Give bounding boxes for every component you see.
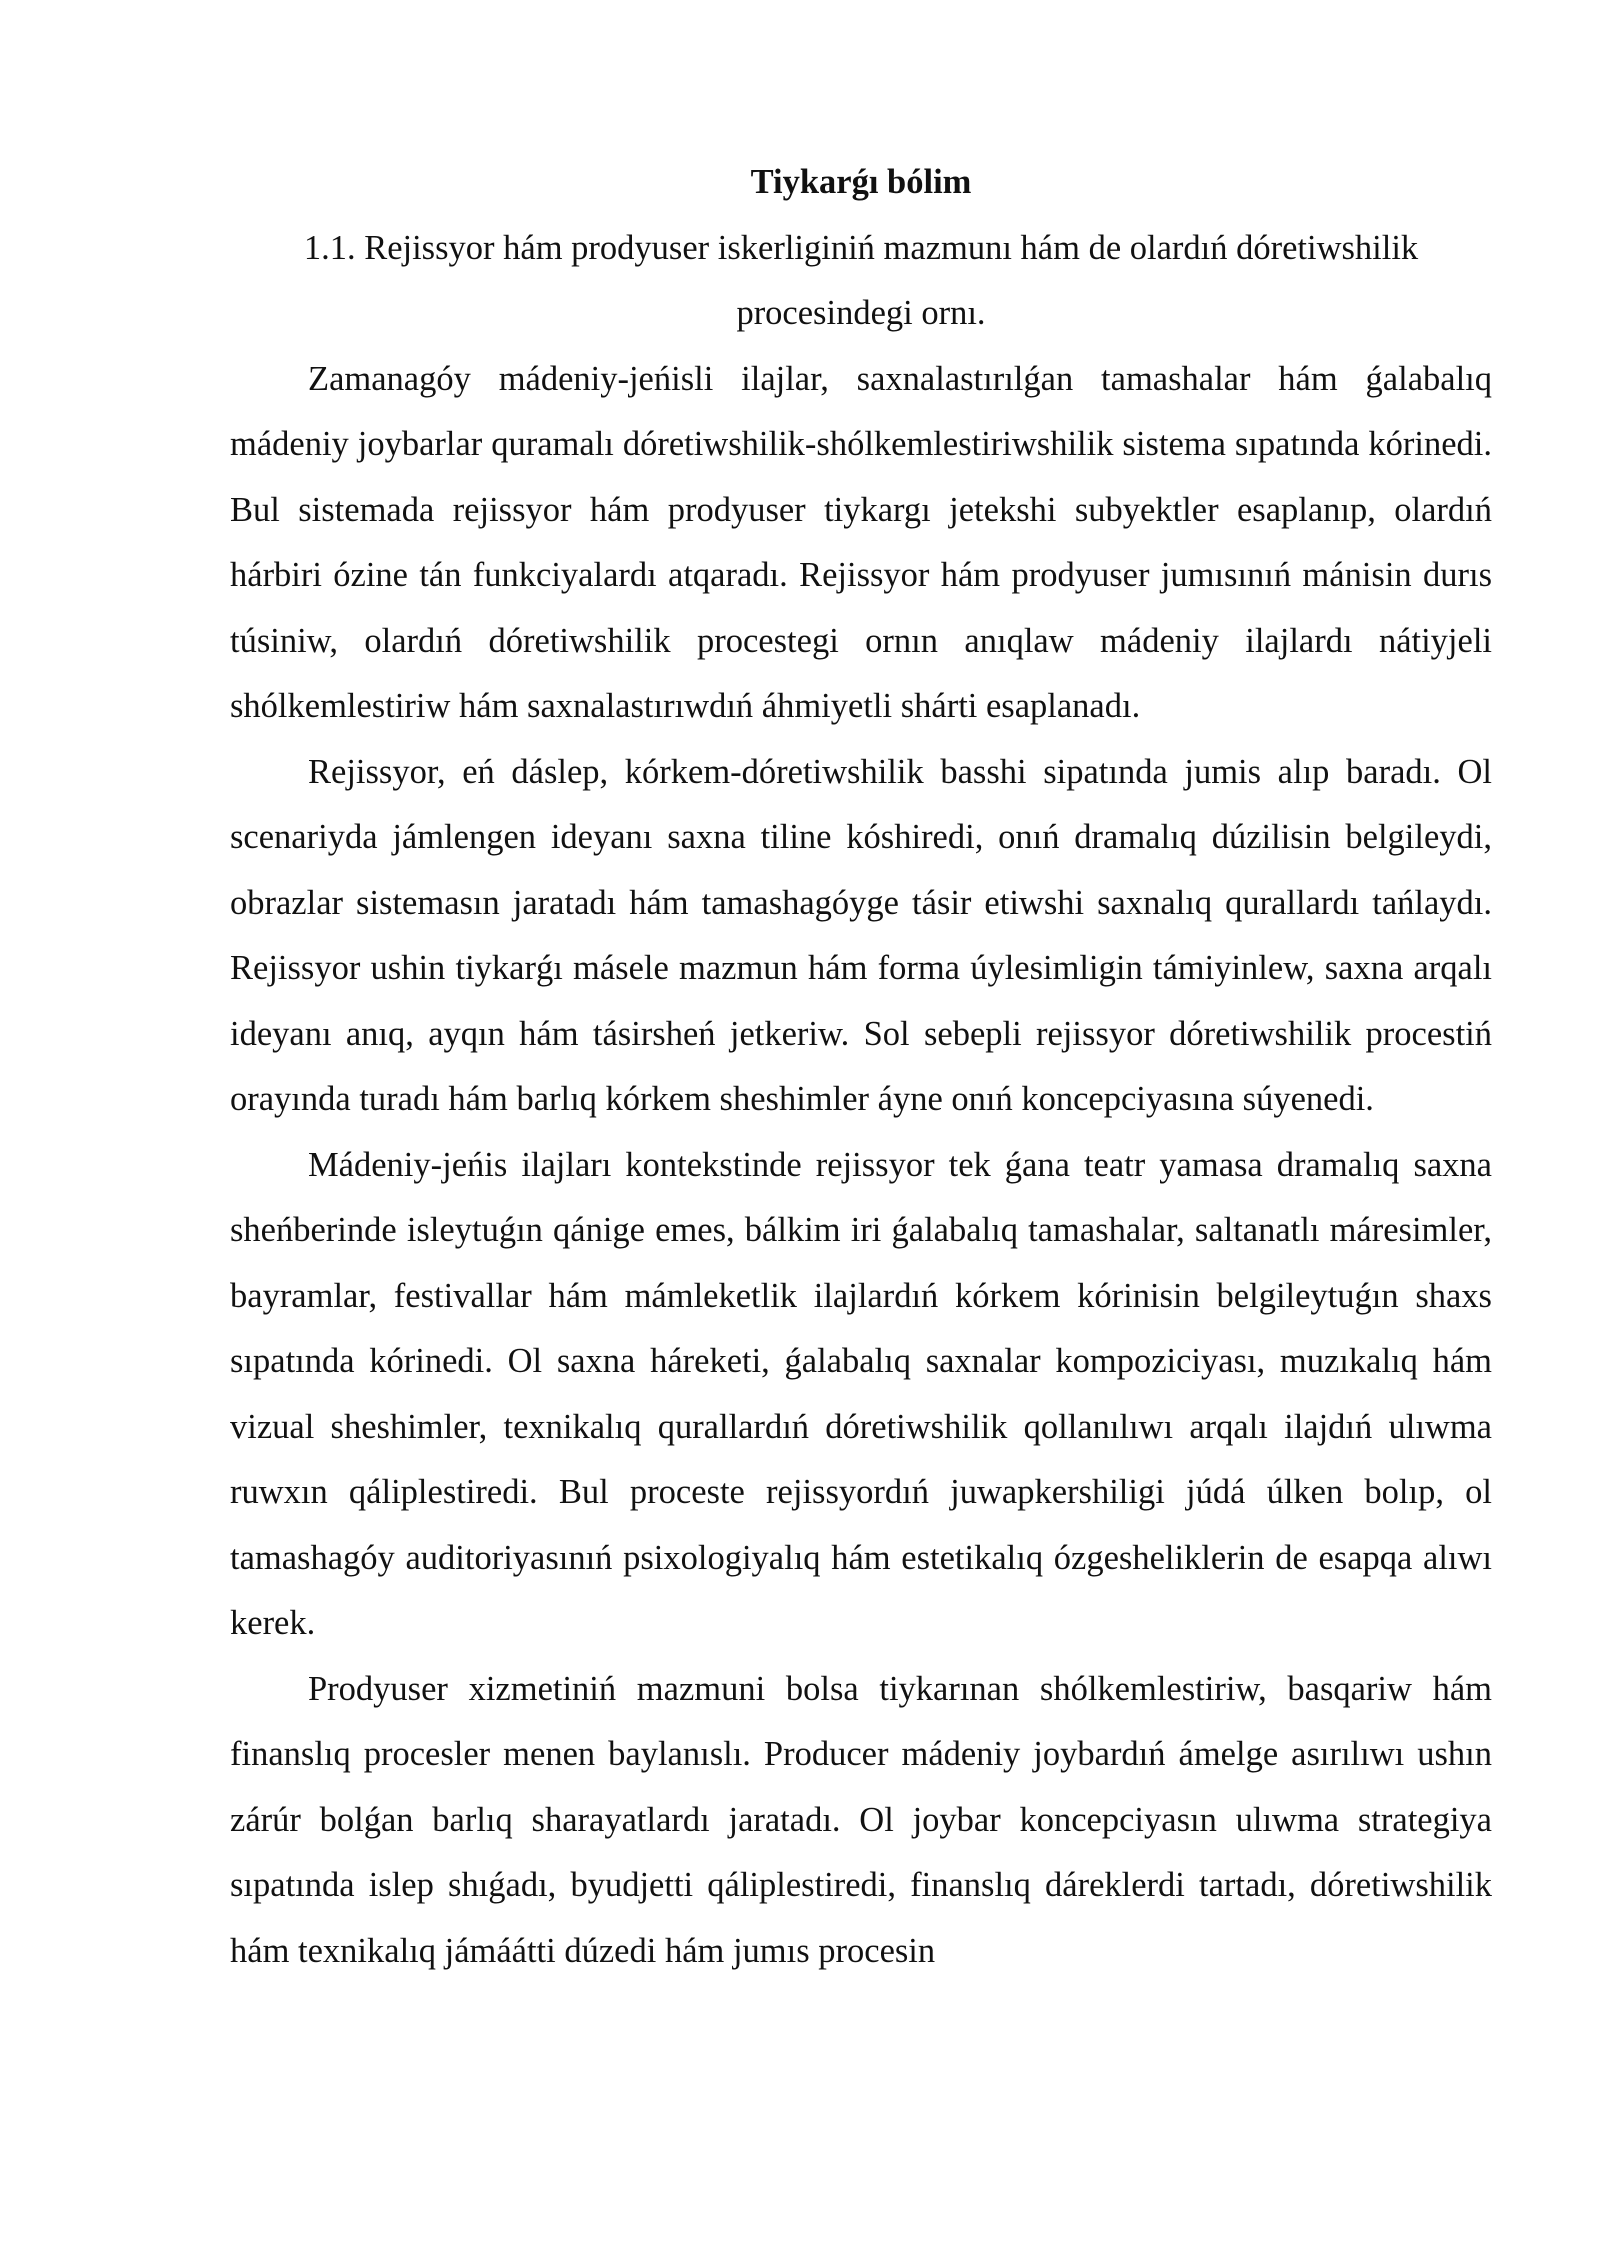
subsection-heading: 1.1. Rejissyor hám prodyuser iskerliginiń mazmunı hám de olardıń dóretiwshilik procesindegi ornı. [303,228,1419,332]
document-page [230,150,1492,1984]
paragraph-4: Prodyuser xizmetiniń mazmuni bolsa tiykarınan shólkemlestiriw, basqariw hám finanslıq procesler menen baylanıslı. Producer mádeniy joybardıń ámelge asırılıwı ushın zárúr bolǵan barlıq sharayatlardı jaratadı. Ol joybar koncepciyasın ulıwma strategiya sıpatında islep shıǵadı, byudjetti qáliplestiredi, finanslıq dáreklerdi tartadı, dóretiwshilik hám texnikalıq jámáátti dúzedi hám jumıs procesin [230,1669,1492,1970]
paragraph-2: Rejissyor, eń dáslep, kórkem-dóretiwshilik basshi sipatında jumis alıp baradı. Ol scenariyda jámlengen ideyanı saxna tiline kóshiredi, onıń dramalıq dúzilisin belgileydi, obrazlar sistemasın jaratadı hám tamashagóyge tásir etiwshi saxnalıq qurallardı tańlaydı. Rejissyor ushin tiykarǵı másele mazmun hám forma úylesimligin támiyinlew, saxna arqalı ideyanı anıq, ayqın hám tásirsheń jetkeriw. Sol sebepli rejissyor dóretiwshilik procestiń orayında turadı hám barlıq kórkem sheshimler áyne onıń koncepciyasına súyenedi. [230,752,1492,1118]
paragraph-1: Zamanagóy mádeniy-jeńisli ilajlar, saxnalastırılǵan tamashalar hám ǵalabalıq mádeniy joybarlar quramalı dóretiwshilik-shólkemlestiriwshilik sistema sıpatında kórinedi. Bul sistemada rejissyor hám prodyuser tiykargı jetekshi subyektler esaplanıp, olardıń hárbiri ózine tán funkciyalardı atqaradı. Rejissyor hám prodyuser jumısınıń mánisin durıs túsiniw, olardıń dóretiwshilik procestegi ornın anıqlaw mádeniy ilajlardı nátiyjeli shólkemlestiriw hám saxnalastırıwdıń áhmiyetli shárti esaplanadı. [230,359,1492,725]
paragraph-3: Mádeniy-jeńis ilajları kontekstinde rejissyor tek ǵana teatr yamasa dramalıq saxna sheńberinde isleytuǵın qánige emes, bálkim iri ǵalabalıq tamashalar, saltanatlı máresimler, bayramlar, festivallar hám mámleketlik ilajlardıń kórkem kórinisin belgileytuǵın shaxs sıpatında kórinedi. Ol saxna háreketi, ǵalabalıq saxnalar kompoziciyası, muzıkalıq hám vizual sheshimler, texnikalıq qurallardıń dóretiwshilik qollanılıwı arqalı ilajdıń ulıwma ruwxın qáliplestiredi. Bul proceste rejissyordıń juwapkershiligi júdá úlken bolıp, ol tamashagóy auditoriyasınıń psixologiyalıq hám estetikalıq ózgesheliklerin de esapqa alıwı kerek. [230,1145,1492,1642]
section-title: Tiykarǵı bólim [750,163,972,201]
